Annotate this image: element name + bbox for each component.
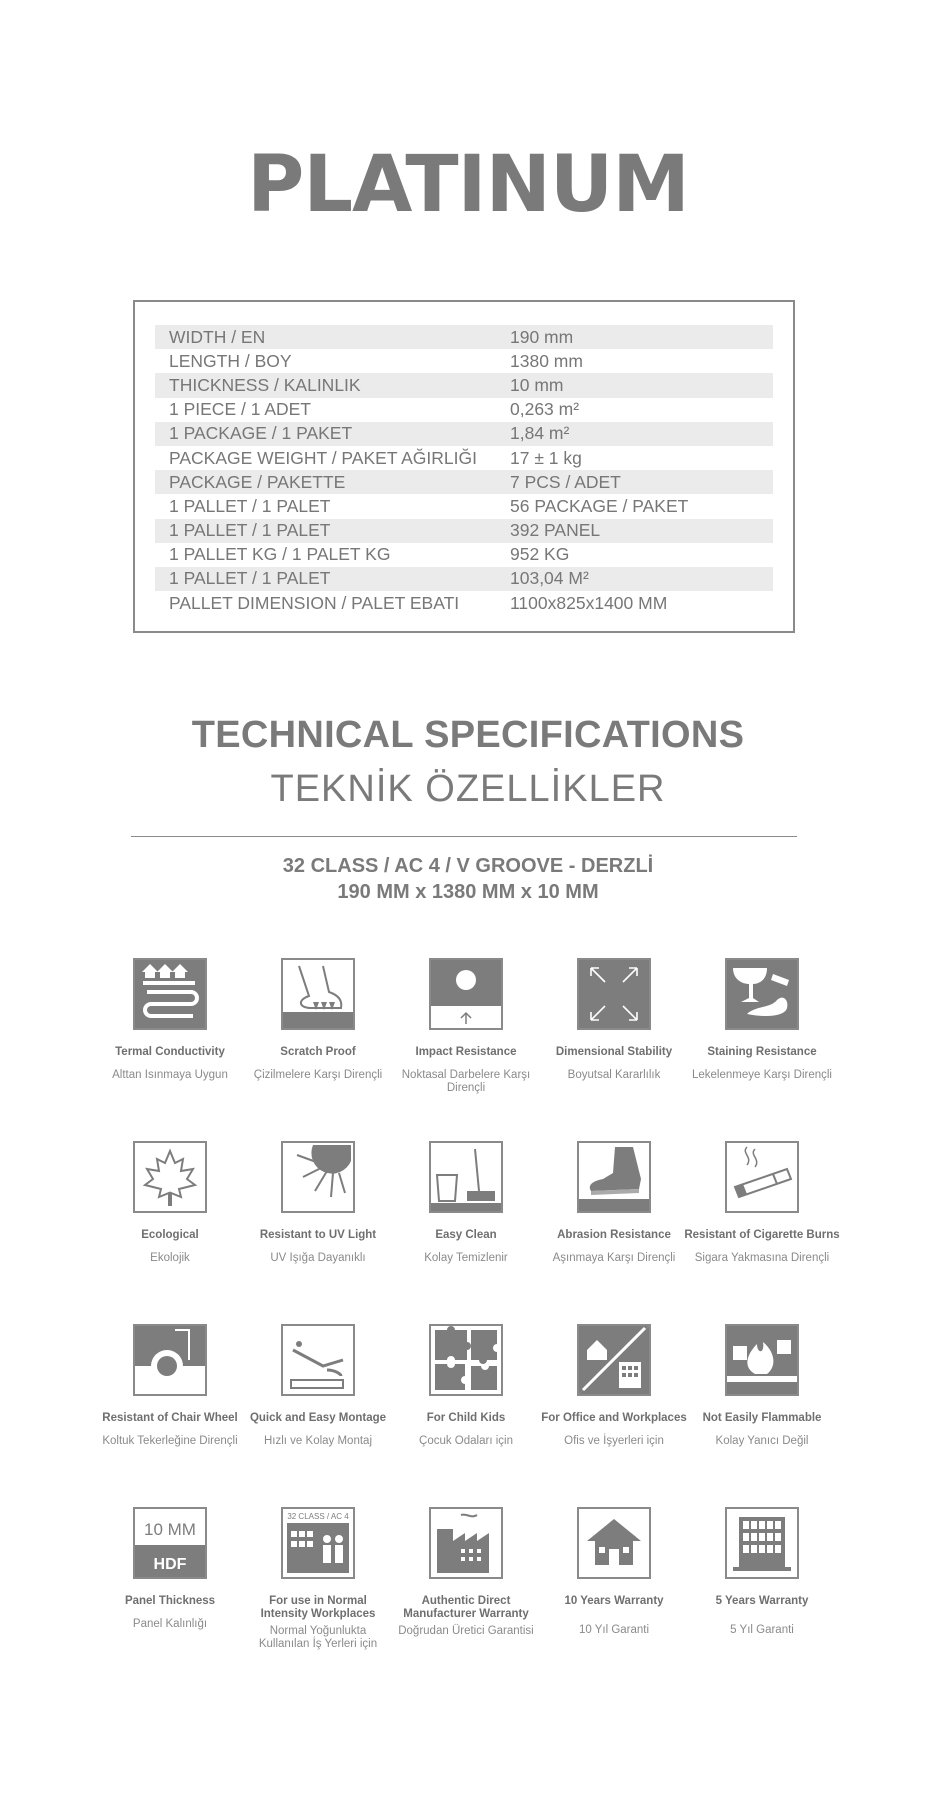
badge-top-text: 10 MM	[144, 1520, 196, 1539]
feature-title: Authentic Direct Manufacturer Warranty	[403, 1595, 529, 1620]
size-line: 190 MM x 1380 MM x 10 MM	[337, 881, 599, 903]
feature-item	[688, 1507, 836, 1690]
feature-grid	[96, 958, 840, 1690]
feature-title: Dimensional Stability	[555, 1046, 673, 1058]
factory-icon	[429, 1507, 503, 1579]
spec-value: 1100x825x1400 MM	[510, 592, 668, 613]
feature-item	[96, 958, 244, 1141]
feature-title: Panel Thickness	[124, 1595, 216, 1607]
spec-key: PACKAGE / PAKETTE	[169, 471, 346, 492]
panel-thickness-icon	[133, 1507, 207, 1579]
page-title: PLATINUM	[247, 140, 689, 230]
spec-row	[155, 349, 773, 373]
spec-row	[155, 543, 773, 567]
badge-top-text: 32 CLASS / AC 4	[287, 1512, 349, 1521]
workplace-class-icon	[281, 1507, 355, 1579]
spec-row	[155, 494, 773, 518]
spec-row	[155, 373, 773, 397]
feature-subtitle: Koltuk Tekerleğine Dirençli	[102, 1435, 238, 1447]
feature-title: Termal Conductivity	[115, 1046, 225, 1058]
scratch-proof-icon	[281, 958, 355, 1030]
feature-title: 5 Years Warranty	[715, 1595, 809, 1607]
feature-item	[244, 958, 392, 1141]
feature-item	[684, 1141, 840, 1324]
feature-title: Quick and Easy Montage	[249, 1412, 387, 1424]
feature-subtitle: Sigara Yakmasına Dirençli	[694, 1252, 830, 1264]
spec-value: 7 PCS / ADET	[510, 471, 621, 492]
spec-row	[155, 446, 773, 470]
easy-clean-icon	[429, 1141, 503, 1213]
thermal-conductivity-icon	[133, 958, 207, 1030]
chair-wheel-icon	[133, 1324, 207, 1396]
dimensional-stability-icon	[577, 958, 651, 1030]
technical-heading-tr: TEKNİK ÖZELLİKLER	[270, 768, 666, 810]
feature-item	[540, 1141, 688, 1324]
feature-title: Not Easily Flammable	[702, 1412, 822, 1424]
spec-row	[155, 470, 773, 494]
feature-item	[244, 1324, 392, 1507]
spec-row	[155, 567, 773, 591]
feature-item	[540, 958, 688, 1141]
feature-item	[244, 1507, 392, 1690]
feature-item	[96, 1324, 244, 1507]
spec-value: 56 PACKAGE / PAKET	[510, 495, 689, 516]
ecological-leaf-icon	[133, 1141, 207, 1213]
easy-montage-icon	[281, 1324, 355, 1396]
spec-value: 103,04 M²	[510, 568, 589, 589]
house-warranty-icon	[577, 1507, 651, 1579]
staining-resistance-icon	[725, 958, 799, 1030]
spec-value: 17 ± 1 kg	[510, 447, 582, 468]
spec-value: 1,84 m²	[510, 423, 570, 444]
feature-subtitle: Ofis ve İşyerleri için	[564, 1435, 664, 1447]
spec-row	[155, 591, 773, 615]
feature-item	[540, 1324, 688, 1507]
feature-item	[96, 1507, 244, 1690]
feature-subtitle: Noktasal Darbelere Karşı Dirençli	[401, 1069, 531, 1094]
spec-value: 190 mm	[510, 326, 574, 347]
feature-item	[392, 1324, 540, 1507]
feature-subtitle: Aşınmaya Karşı Dirençli	[552, 1252, 676, 1264]
spec-key: PALLET DIMENSION / PALET EBATI	[169, 592, 460, 613]
spec-value: 392 PANEL	[510, 520, 601, 541]
feature-subtitle: Boyutsal Kararlılık	[567, 1069, 661, 1081]
feature-title: Easy Clean	[435, 1229, 497, 1241]
spec-key: 1 PIECE / 1 ADET	[169, 399, 311, 420]
feature-title: Resistant of Chair Wheel	[102, 1412, 238, 1424]
feature-subtitle: UV Işığa Dayanıklı	[270, 1252, 366, 1264]
feature-item	[392, 1507, 540, 1690]
spec-key: LENGTH / BOY	[169, 350, 292, 371]
abrasion-shoe-icon	[577, 1141, 651, 1213]
feature-item	[540, 1507, 688, 1690]
spec-key: 1 PALLET / 1 PALET	[169, 568, 331, 589]
cigarette-burn-icon	[725, 1141, 799, 1213]
section-divider	[131, 836, 797, 837]
spec-row	[155, 519, 773, 543]
spec-key: 1 PALLET KG / 1 PALET KG	[169, 544, 391, 565]
feature-title: For use in Normal Intensity Workplaces	[260, 1595, 376, 1620]
feature-subtitle: Panel Kalınlığı	[132, 1618, 208, 1630]
badge-bottom-text: HDF	[153, 1556, 187, 1573]
feature-subtitle: Normal Yoğunlukta Kullanılan İş Yerleri için	[258, 1625, 378, 1650]
flame-icon	[725, 1324, 799, 1396]
puzzle-kids-icon	[429, 1324, 503, 1396]
feature-subtitle: Ekolojik	[150, 1252, 190, 1264]
feature-subtitle: Kolay Temizlenir	[424, 1252, 508, 1264]
spec-key: PACKAGE WEIGHT / PAKET AĞIRLIĞI	[169, 447, 477, 468]
uv-light-sun-icon	[281, 1141, 355, 1213]
feature-item	[688, 958, 836, 1141]
spec-key: 1 PALLET / 1 PALET	[169, 495, 331, 516]
spec-value: 0,263 m²	[510, 399, 580, 420]
spec-value: 1380 mm	[510, 350, 583, 371]
spec-row	[155, 422, 773, 446]
impact-resistance-icon	[429, 958, 503, 1030]
class-line: 32 CLASS / AC 4 / V GROOVE - DERZLİ	[282, 855, 654, 877]
feature-subtitle: 10 Yıl Garanti	[578, 1624, 650, 1636]
feature-title: Scratch Proof	[280, 1046, 356, 1058]
feature-item	[392, 958, 540, 1141]
spec-key: THICKNESS / KALINLIK	[169, 374, 361, 395]
feature-item	[244, 1141, 392, 1324]
feature-title: Abrasion Resistance	[557, 1229, 671, 1241]
feature-item	[688, 1324, 836, 1507]
feature-item	[96, 1141, 244, 1324]
feature-title: For Child Kids	[426, 1412, 506, 1424]
spec-value: 10 mm	[510, 374, 564, 395]
feature-subtitle: Kolay Yanıcı Değil	[715, 1435, 809, 1447]
feature-item	[392, 1141, 540, 1324]
feature-title: For Office and Workplaces	[541, 1412, 687, 1424]
spec-key: 1 PALLET / 1 PALET	[169, 520, 331, 541]
feature-title: 10 Years Warranty	[564, 1595, 664, 1607]
feature-title: Resistant to UV Light	[259, 1229, 377, 1241]
feature-subtitle: Alttan Isınmaya Uygun	[112, 1069, 228, 1081]
spec-table	[133, 300, 795, 633]
feature-title: Resistant of Cigarette Burns	[684, 1229, 840, 1241]
spec-key: WIDTH / EN	[169, 326, 266, 347]
office-home-icon	[577, 1324, 651, 1396]
technical-heading-en: TECHNICAL SPECIFICATIONS	[191, 714, 745, 756]
feature-subtitle: Hızlı ve Kolay Montaj	[263, 1435, 372, 1447]
feature-title: Staining Resistance	[707, 1046, 817, 1058]
feature-title: Impact Resistance	[415, 1046, 517, 1058]
feature-subtitle: Çizilmelere Karşı Dirençli	[253, 1069, 383, 1081]
spec-row	[155, 398, 773, 422]
feature-subtitle: Lekelenmeye Karşı Dirençli	[692, 1069, 832, 1081]
spec-key: 1 PACKAGE / 1 PAKET	[169, 423, 353, 444]
feature-subtitle: Çocuk Odaları için	[419, 1435, 513, 1447]
building-warranty-icon	[725, 1507, 799, 1579]
spec-value: 952 KG	[510, 544, 570, 565]
feature-subtitle: Doğrudan Üretici Garantisi	[398, 1625, 534, 1637]
feature-subtitle: 5 Yıl Garanti	[730, 1624, 794, 1636]
feature-title: Ecological	[141, 1229, 199, 1241]
spec-row	[155, 325, 773, 349]
